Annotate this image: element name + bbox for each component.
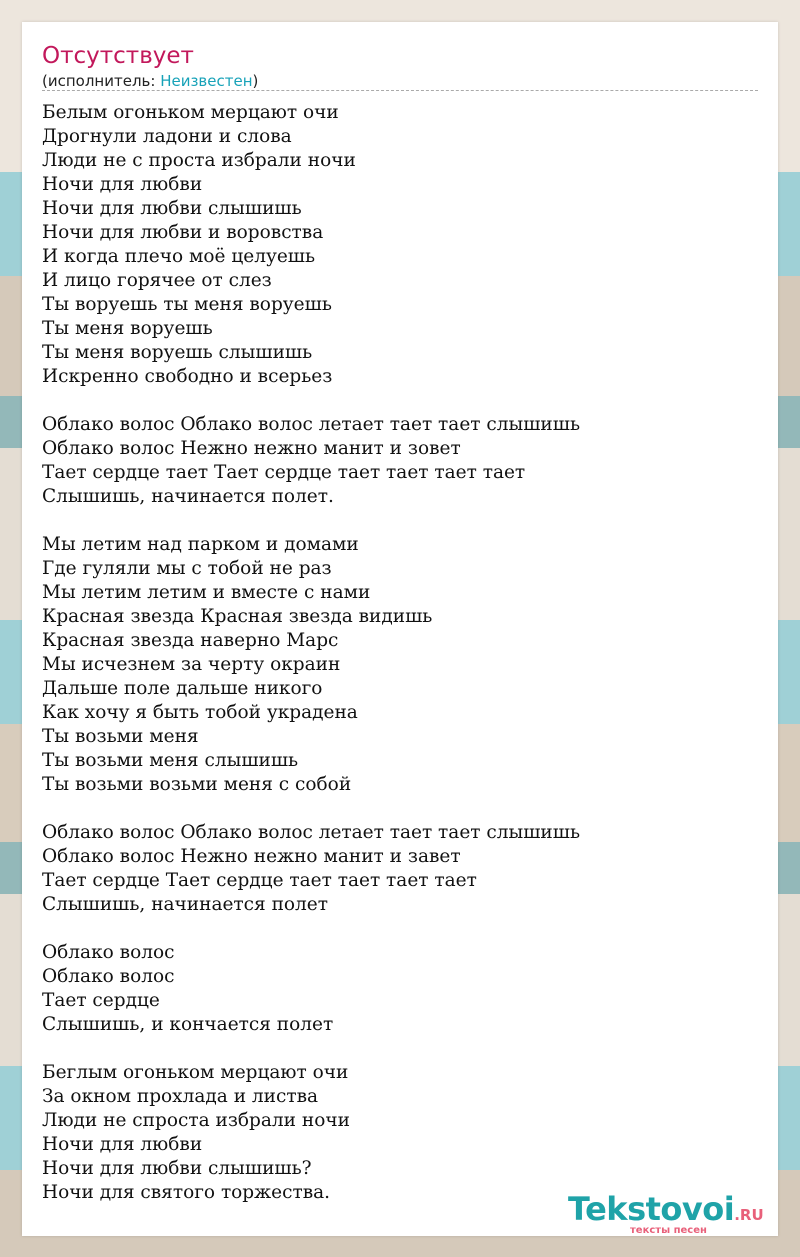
lyrics-line: Мы исчезнем за черту окраин xyxy=(42,654,341,675)
lyrics-stanza xyxy=(42,1061,758,1205)
performer-prefix: (исполнитель: xyxy=(42,72,161,90)
lyrics-line: Облако волос Нежно нежно манит и зовет xyxy=(42,438,461,459)
lyrics-line: Ты меня воруешь слышишь xyxy=(42,342,313,363)
lyrics-body xyxy=(42,101,758,1229)
lyrics-line: Ты возьми возьми меня с собой xyxy=(42,774,352,795)
performer-suffix: ) xyxy=(252,72,259,90)
logo-wordmark: Tekstovoi xyxy=(568,1190,735,1228)
lyrics-line: Дальше поле дальше никого xyxy=(42,678,323,699)
lyrics-line: Облако волос xyxy=(42,966,175,987)
lyrics-line: Тает сердце тает Тает сердце тает тает тает тает xyxy=(42,462,526,483)
lyrics-line: Ты меня воруешь xyxy=(42,318,213,339)
performer-line xyxy=(42,71,258,91)
lyrics-line: Ночи для любви xyxy=(42,1134,203,1155)
lyrics-line: Ты возьми меня слышишь xyxy=(42,750,299,771)
lyrics-card xyxy=(22,22,778,1236)
lyrics-line: Белым огоньком мерцают очи xyxy=(42,102,339,123)
lyrics-line: Люди не с проста избрали ночи xyxy=(42,150,356,171)
lyrics-line: Ты возьми меня xyxy=(42,726,199,747)
title-divider xyxy=(42,90,758,91)
site-logo[interactable] xyxy=(568,1190,764,1236)
lyrics-line: Ты воруешь ты меня воруешь xyxy=(42,294,332,315)
lyrics-line: Слышишь, и кончается полет xyxy=(42,1014,334,1035)
lyrics-line: Ночи для святого торжества. xyxy=(42,1182,331,1203)
lyrics-stanza xyxy=(42,413,758,509)
lyrics-line: Облако волос xyxy=(42,942,175,963)
lyrics-line: Люди не спроста избрали ночи xyxy=(42,1110,350,1131)
logo-domain: .RU xyxy=(734,1206,764,1224)
song-title: Отсутствует xyxy=(42,43,194,69)
lyrics-line: Слышишь, начинается полет xyxy=(42,894,328,915)
lyrics-line: Ночи для любви и воровства xyxy=(42,222,324,243)
lyrics-line: Мы летим летим и вместе с нами xyxy=(42,582,371,603)
lyrics-line: Беглым огоньком мерцают очи xyxy=(42,1062,349,1083)
lyrics-stanza xyxy=(42,101,758,389)
lyrics-line: Тает сердце Тает сердце тает тает тает тает xyxy=(42,870,477,891)
lyrics-line: Где гуляли мы с тобой не раз xyxy=(42,558,332,579)
lyrics-stanza xyxy=(42,941,758,1037)
lyrics-line: Облако волос Облако волос летает тает тает слышишь xyxy=(42,414,581,435)
lyrics-line: Ночи для любви слышишь? xyxy=(42,1158,312,1179)
lyrics-line: И когда плечо моё целуешь xyxy=(42,246,316,267)
lyrics-line: Красная звезда наверно Марс xyxy=(42,630,339,651)
lyrics-line: За окном прохлада и листва xyxy=(42,1086,319,1107)
logo-tagline: тексты песен xyxy=(630,1225,707,1236)
lyrics-line: Искренно свободно и всерьез xyxy=(42,366,333,387)
lyrics-line: Как хочу я быть тобой украдена xyxy=(42,702,358,723)
lyrics-line: И лицо горячее от слез xyxy=(42,270,272,291)
performer-link[interactable]: Неизвестен xyxy=(160,72,253,90)
lyrics-stanza xyxy=(42,533,758,797)
lyrics-line: Облако волос Облако волос летает тает тает слышишь xyxy=(42,822,581,843)
lyrics-line: Тает сердце xyxy=(42,990,160,1011)
lyrics-line: Красная звезда Красная звезда видишь xyxy=(42,606,433,627)
lyrics-line: Мы летим над парком и домами xyxy=(42,534,359,555)
lyrics-line: Дрогнули ладони и слова xyxy=(42,126,292,147)
lyrics-line: Ночи для любви xyxy=(42,174,203,195)
lyrics-line: Ночи для любви слышишь xyxy=(42,198,302,219)
lyrics-line: Слышишь, начинается полет. xyxy=(42,486,334,507)
lyrics-line: Облако волос Нежно нежно манит и завет xyxy=(42,846,461,867)
lyrics-stanza xyxy=(42,821,758,917)
